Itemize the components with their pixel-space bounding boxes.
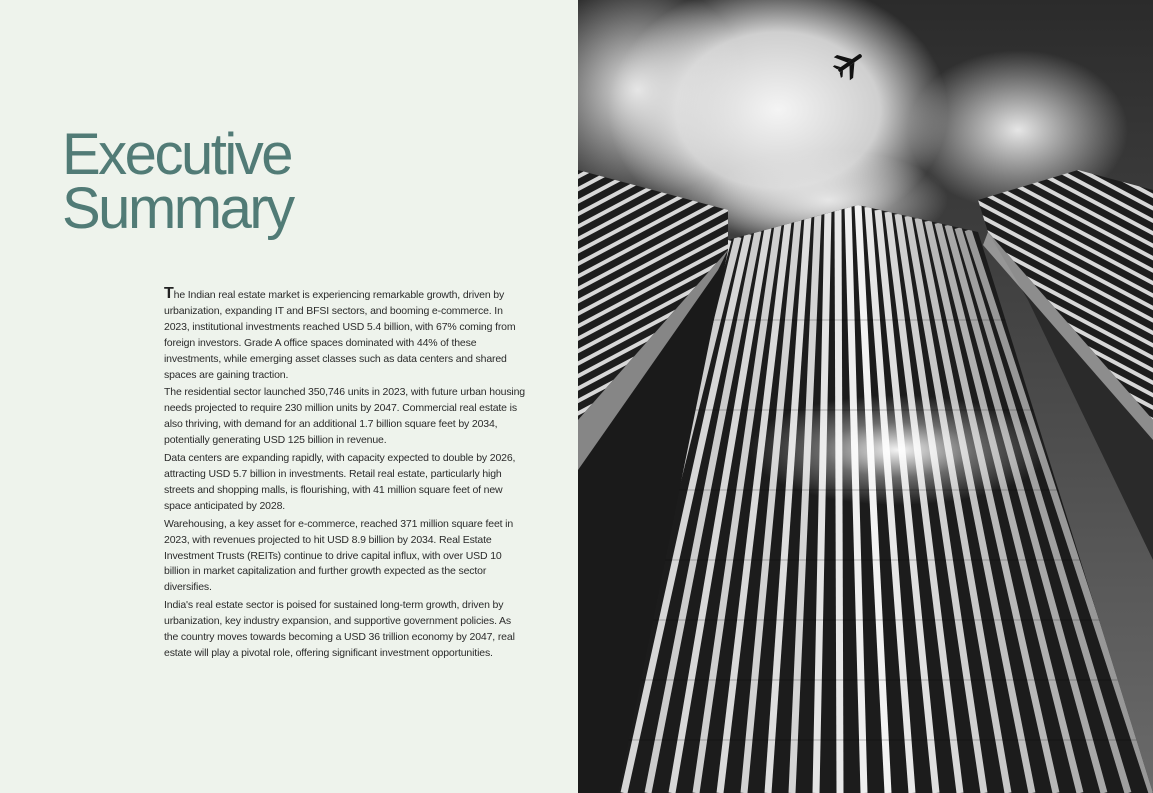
- paragraph-5: India's real estate sector is poised for sustained long-term growth, driven by urbanization, key industry expansion, and supportive government policies. As the country moves towards becoming a USD 36 trillion economy by 2047, real estate will play a pivotal role, offering significant investment opportunities.: [164, 599, 515, 659]
- paragraph-2: The residential sector launched 350,746 units in 2023, with future urban housing needs projected to require 230 million units by 2047. Commercial real estate is also thriving, with demand for an additional 1.7 billion square feet by 2034, potentially generating USD 125 billion in revenue.: [164, 386, 525, 447]
- paragraph-1: [164, 285, 526, 383]
- title-line-2: Summary: [62, 176, 293, 241]
- paragraph-3: Data centers are expanding rapidly, with capacity expected to double by 2026, attracting USD 5.7 billion in investments. Retail real estate, particularly high streets and shopping malls, is flourishing, with 41 million square feet of new space anticipated by 2028.: [164, 452, 516, 512]
- drop-cap: T: [164, 285, 174, 302]
- summary-body: [164, 285, 526, 664]
- skyscraper-photo: [578, 0, 1153, 793]
- title-line-1: Executive: [62, 122, 291, 187]
- paragraph-1-text: he Indian real estate market is experiencing remarkable growth, driven by urbanization, expanding IT and BFSI sectors, and booming e-commerce. In 2023, institutional investments reached USD 5.4 billion, with 67% coming from foreign investors. Grade A office spaces dominated with 44% of these investments, while emerging asset classes such as data centers and shared spaces are gaining traction.: [164, 289, 516, 381]
- page-title: [62, 122, 293, 241]
- paragraph-4: Warehousing, a key asset for e-commerce, reached 371 million square feet in 2023, with revenues projected to hit USD 8.9 billion by 2034. Real Estate Investment Trusts (REITs) continue to drive capital influx, with over USD 10 billion in market capitalization and further growth expected as the sector diversifies.: [164, 517, 514, 594]
